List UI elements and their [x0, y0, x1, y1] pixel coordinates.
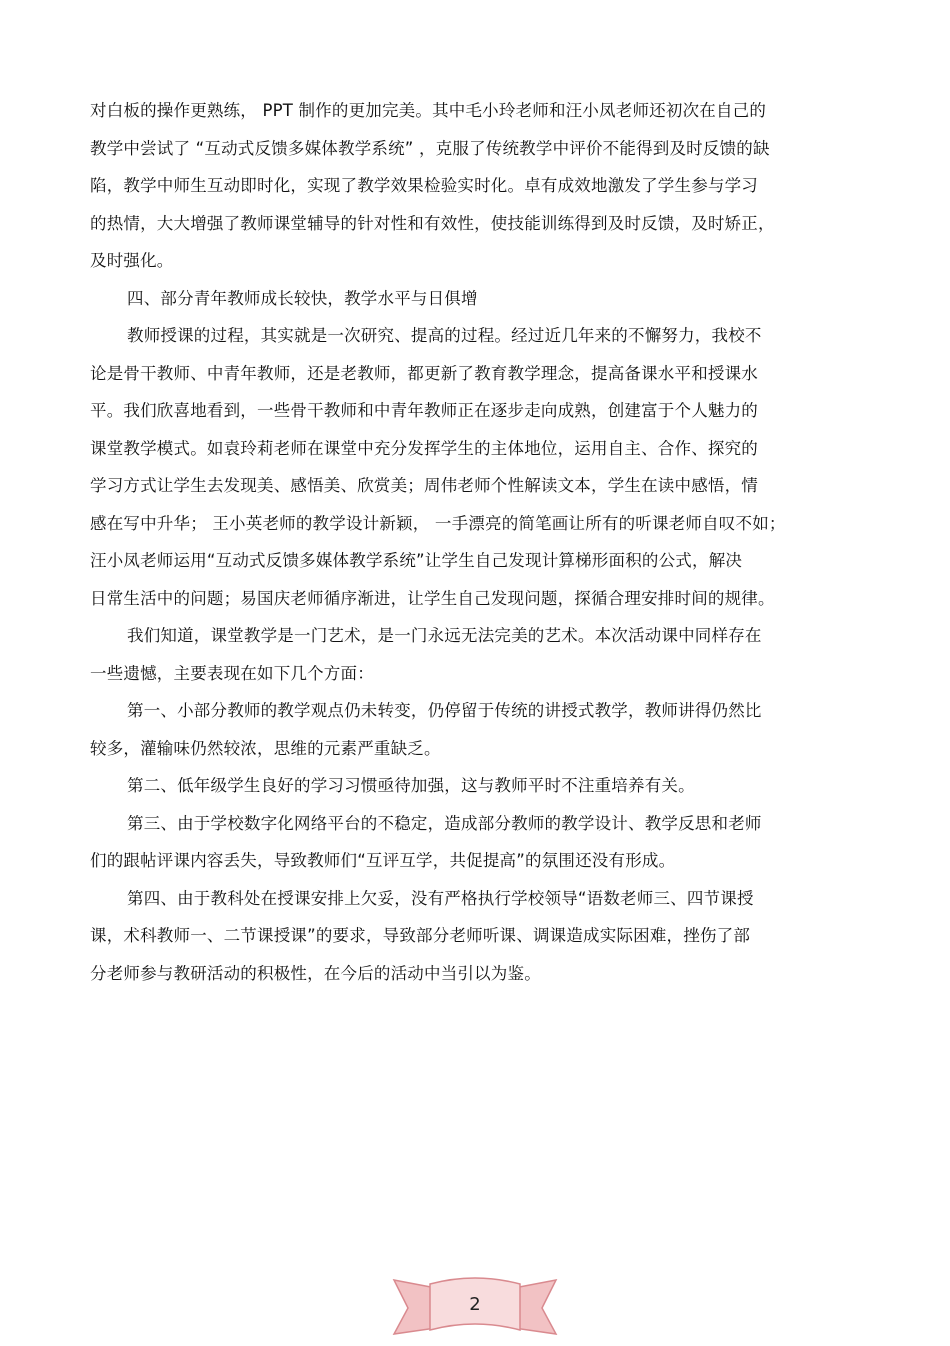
- text-line: 学习方式让学生去发现美、感悟美、欣赏美；周伟老师个性解读文本，学生在读中感悟，情: [90, 476, 758, 495]
- text-line: 的热情，大大增强了教师课堂辅导的针对性和有效性，使技能训练得到及时反馈，及时矫正，: [90, 213, 775, 233]
- section-heading: 四、部分青年教师成长较快，教学水平与日俱增: [127, 288, 478, 308]
- page-number: 2: [469, 1294, 481, 1315]
- text-line: 教学中尝试了 “互动式反馈多媒体教学系统” ，克服了传统教学中评价不能得到及时反馈的缺: [90, 138, 770, 158]
- text-line: 论是骨干教师、中青年教师，还是老教师，都更新了教育教学理念，提高备课水平和授课水: [90, 363, 758, 383]
- text-line: 汪小凤老师运用“互动式反馈多媒体教学系统”让学生自己发现计算梯形面积的公式，解决: [90, 551, 743, 570]
- text-line: 对白板的操作更熟练， PPT 制作的更加完美。其中毛小玲老师和汪小凤老师还初次在自己的: [90, 101, 767, 120]
- text-line: 我们知道，课堂教学是一门艺术，是一门永远无法完美的艺术。本次活动课中同样存在: [127, 626, 762, 645]
- text-line: 日常生活中的问题；易国庆老师循序渐进，让学生自己发现问题，探循合理安排时间的规律。: [90, 588, 775, 608]
- text-line: 第二、低年级学生良好的学习习惯亟待加强，这与教师平时不注重培养有关。: [127, 776, 695, 795]
- text-line: 第一、小部分教师的教学观点仍未转变，仍停留于传统的讲授式教学，教师讲得仍然比: [127, 701, 762, 720]
- text-line: 课堂教学模式。如袁玲莉老师在课堂中充分发挥学生的主体地位，运用自主、合作、探究的: [90, 438, 758, 458]
- text-line: 平。我们欣喜地看到，一些骨干教师和中青年教师正在逐步走向成熟，创建富于个人魅力的: [90, 401, 758, 420]
- text-line: 课，术科教师一、二节课授课”的要求，导致部分老师听课、调课造成实际困难，挫伤了部: [90, 926, 751, 945]
- text-line: 第三、由于学校数字化网络平台的不稳定，造成部分教师的教学设计、教学反思和老师: [127, 813, 762, 833]
- text-line: 感在写中升华； 王小英老师的教学设计新颖， 一手漂亮的简笔画让所有的听课老师自叹不如；: [90, 513, 786, 533]
- text-line: 第四、由于教科处在授课安排上欠妥，没有严格执行学校领导“语数老师三、四节课授: [127, 888, 754, 908]
- text-line: 教师授课的过程，其实就是一次研究、提高的过程。经过近几年来的不懈努力，我校不: [127, 326, 762, 345]
- text-line: 分老师参与教研活动的积极性，在今后的活动中当引以为鉴。: [90, 963, 541, 983]
- text-line: 们的跟帖评课内容丢失，导致教师们“互评互学，共促提高”的氛围还没有形成。: [90, 851, 676, 870]
- text-line: 一些遗憾，主要表现在如下几个方面：: [90, 663, 374, 683]
- body-text: [90, 98, 850, 998]
- text-line: 较多，灌输味仍然较浓，思维的元素严重缺乏。: [90, 738, 441, 758]
- text-line: 及时强化。: [90, 251, 174, 270]
- text-line: 陷，教学中师生互动即时化，实现了教学效果检验实时化。卓有成效地激发了学生参与学习: [90, 176, 758, 195]
